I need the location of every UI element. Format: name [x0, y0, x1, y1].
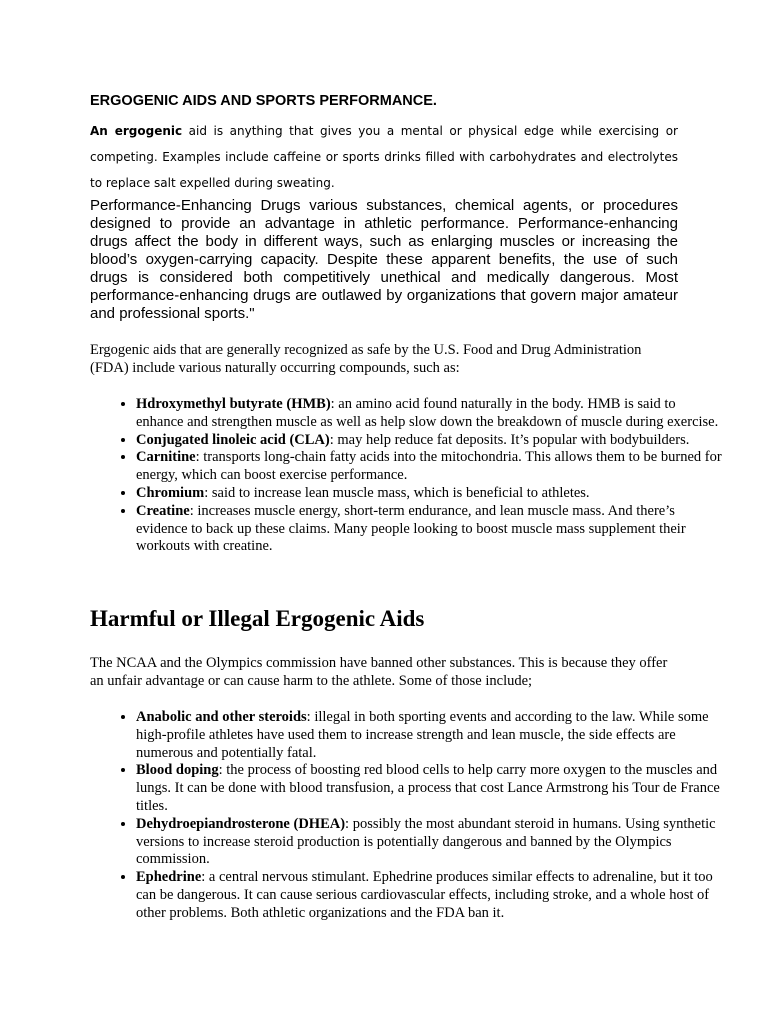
list-item-desc: : a central nervous stimulant. Ephedrine produces similar effects to adrenaline, but it too can be dangerous. It can cause serious cardiovascular effects, including stroke, and a whole host of other problems. Both athletic organizations and the FDA ban it. [136, 869, 713, 921]
list-item-desc: : possibly the most abundant steroid in humans. Using synthetic versions to increase steroid production is potentially dangerous and banned by the Olympics commission. [136, 815, 716, 868]
list-item [136, 503, 726, 556]
safe-aids-intro: Ergogenic aids that are generally recognized as safe by the U.S. Food and Drug Administration (FDA) include various naturally occurring compounds, such as: [90, 342, 642, 376]
list-item-desc: : transports long-chain fatty acids into the mitochondria. This allows them to be burned for energy, which can boost exercise performance. [136, 449, 722, 484]
list-item-term: Creatine [136, 502, 190, 519]
list-item-desc: : may help reduce fat deposits. It’s popular with bodybuilders. [329, 431, 690, 448]
list-item [136, 485, 726, 503]
list-item-desc: : increases muscle energy, short-term endurance, and lean muscle mass. And there’s evidence to back up these claims. Many people looking to boost muscle mass supplement their workouts with creatine. [136, 502, 686, 555]
list-item-desc: : the process of boosting red blood cells to help carry more oxygen to the muscles and lungs. It can be done with blood transfusion, a process that cost Lance Armstrong his Tour de France titles. [136, 762, 720, 814]
intro-paragraph [90, 118, 678, 196]
list-item [136, 762, 726, 815]
list-item-desc: : an amino acid found naturally in the body. HMB is said to enhance and strengthen muscle as well as help slow down the breakdown of muscle during exercise. [136, 396, 719, 430]
list-item-term: Blood doping [136, 762, 219, 779]
list-item-term: Dehydroepiandrosterone (DHEA) [136, 815, 346, 832]
document-title: ERGOGENIC AIDS AND SPORTS PERFORMANCE. [90, 93, 437, 109]
safe-aids-list [90, 396, 726, 556]
list-item-desc: : illegal in both sporting events and according to the law. While some high-profile athletes have used them to increase strength and lean muscle, the side effects are numerous and potentially fatal. [136, 709, 709, 761]
intro-bold-term: An ergogenic [90, 124, 183, 138]
harmful-aids-heading: Harmful or Illegal Ergogenic Aids [90, 606, 425, 631]
list-item [136, 709, 726, 762]
list-item-term: Conjugated linoleic acid (CLA) [136, 431, 330, 448]
list-item-term: Carnitine [136, 449, 196, 466]
list-item-term: Anabolic and other steroids [136, 709, 307, 725]
intro-text: aid is anything that gives you a mental or physical edge while exercising or competing. Examples include caffeine or sports drinks filled with carbohydrates and electrolytes to replace salt expelled during sweating. [90, 124, 678, 190]
list-item [136, 816, 726, 869]
list-item-desc: : said to increase lean muscle mass, which is beneficial to athletes. [204, 484, 590, 501]
list-item [136, 396, 726, 432]
list-item-term: Hdroxymethyl butyrate (HMB) [136, 396, 331, 412]
ped-paragraph: Performance-Enhancing Drugs various substances, chemical agents, or procedures designed to provide an advantage in athletic performance. Performance-enhancing drugs affect the body in different ways, such as enlarging muscles or increasing the blood’s oxygen-carrying capacity. Despite these apparent benefits, the use of such drugs is considered both competitively unethical and medically dangerous. Most performance-enhancing drugs are outlawed by organizations that govern major amateur and professional sports." [90, 197, 678, 322]
list-item [136, 449, 726, 485]
harmful-aids-list [90, 709, 726, 923]
list-item [136, 432, 726, 450]
list-item [136, 869, 726, 922]
list-item-term: Chromium [136, 484, 205, 501]
harmful-aids-intro: The NCAA and the Olympics commission have banned other substances. This is because they offer an unfair advantage or can cause harm to the athlete. Some of those include; [90, 655, 668, 689]
list-item-term: Ephedrine [136, 869, 202, 886]
